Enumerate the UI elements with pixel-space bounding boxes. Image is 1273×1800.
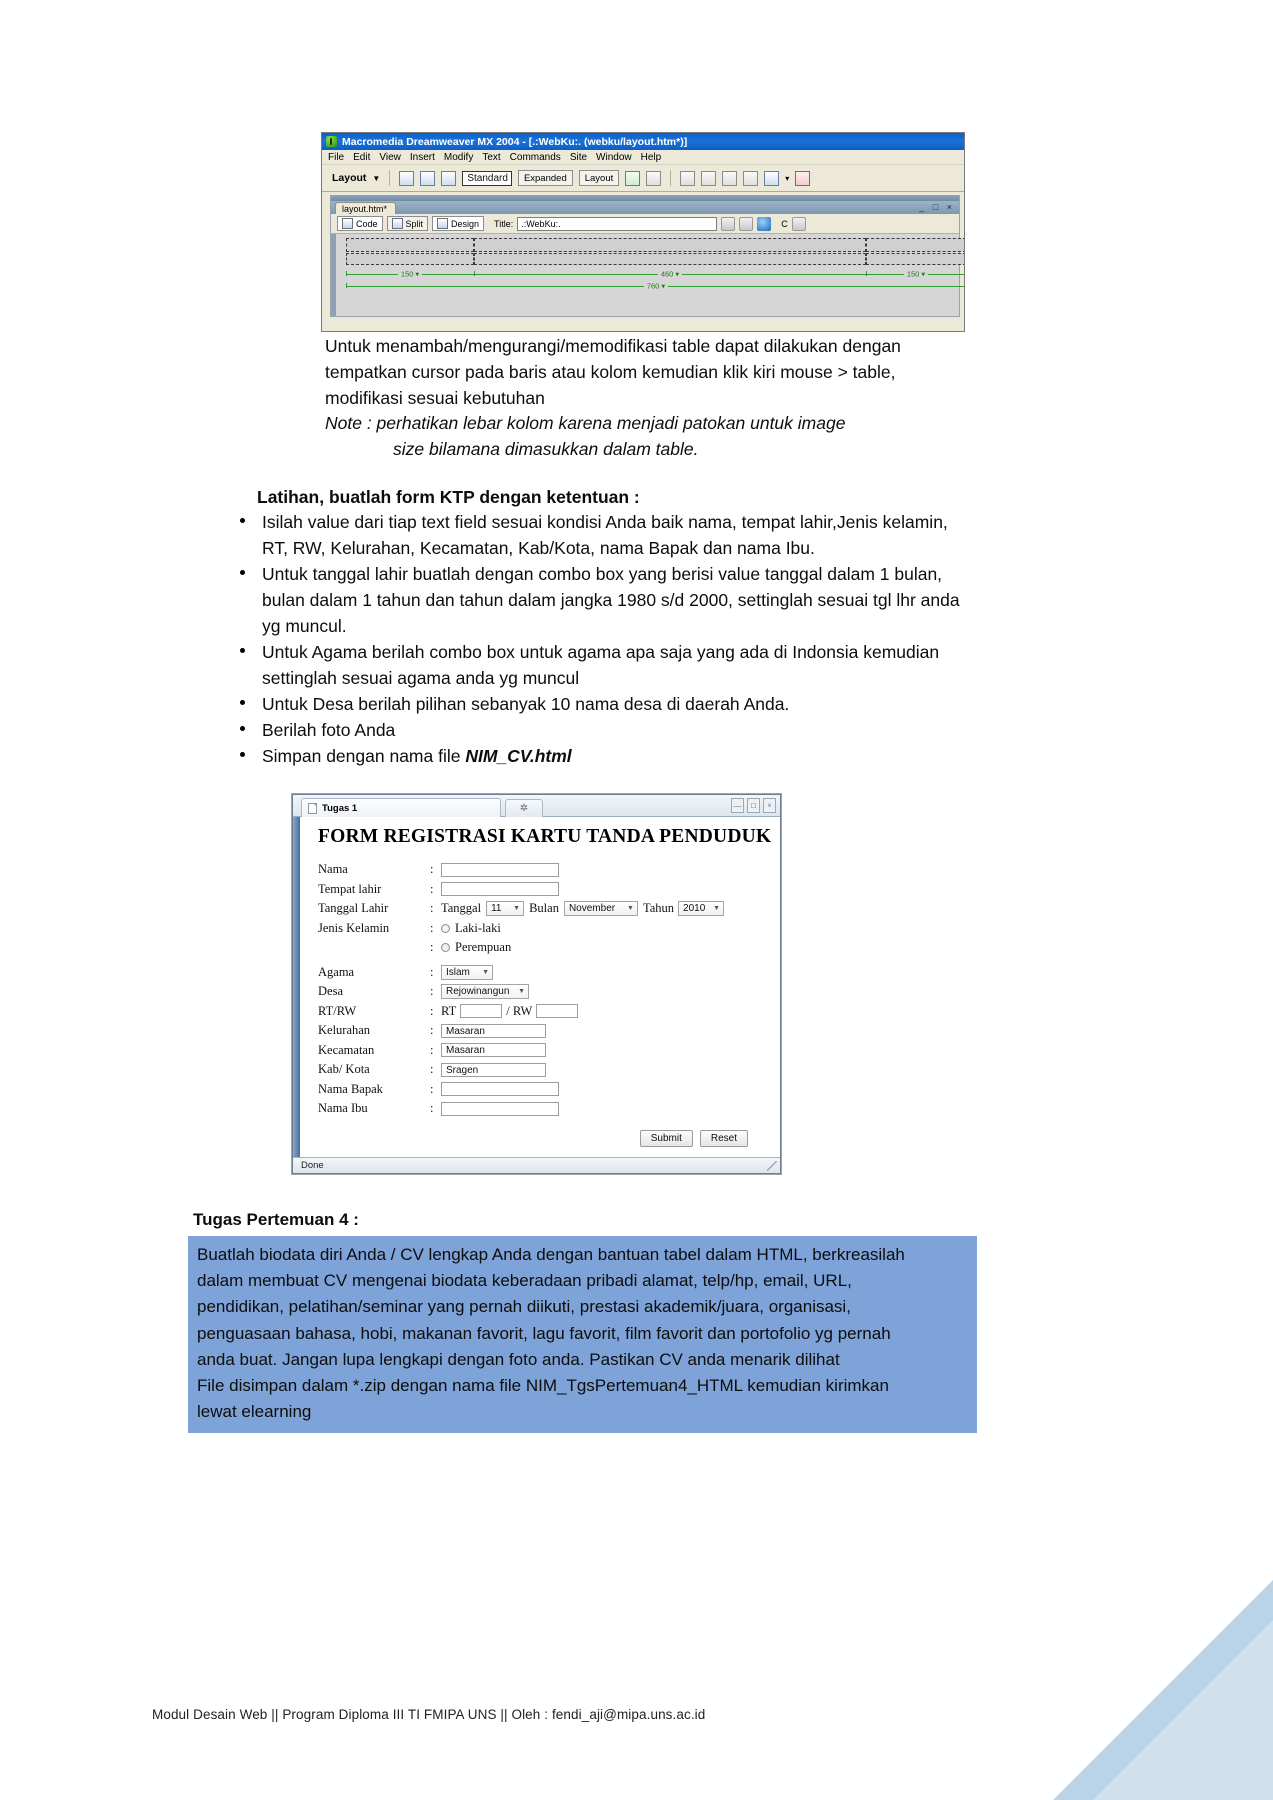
form-row-nama (318, 860, 780, 880)
form-row-kelurahan (318, 1021, 780, 1041)
document-tab-layout-htm[interactable]: layout.htm* (335, 202, 396, 214)
dreamweaver-title-text: Macromedia Dreamweaver MX 2004 - [.:WebKu:. (webku/layout.htm*)] (342, 135, 688, 148)
resize-grip-icon[interactable] (767, 1161, 777, 1171)
bullet-text-1: Isilah value dari tiap text field sesuai kondisi Anda baik nama, tempat lahir,Jenis kelamin, RT, RW, Kelurahan, Kecamatan, Kab/Kota, nama Bapak dan nama Ibu. (262, 512, 948, 558)
input-nama-bapak[interactable] (441, 1082, 559, 1096)
form-row-agama (318, 963, 780, 983)
colon-tanggal-lahir: : (430, 901, 434, 916)
ruler-tick-2 (866, 271, 867, 276)
title-field-label: Title: (494, 218, 514, 229)
mode-standard-button[interactable]: Standard (462, 171, 512, 186)
page-title: FORM REGISTRASI KARTU TANDA PENDUDUK (318, 826, 772, 847)
ruler-label-total[interactable] (644, 282, 668, 291)
input-kelurahan[interactable]: Masaran (441, 1024, 546, 1038)
design-view-canvas[interactable] (331, 234, 959, 316)
layout-cell-3[interactable] (866, 238, 965, 252)
dreamweaver-menubar (322, 150, 964, 165)
colon-kelurahan: : (430, 1023, 434, 1038)
design-icon (437, 218, 448, 229)
split-view-button[interactable] (387, 216, 429, 231)
list-item (232, 717, 977, 743)
document-window-buttons[interactable]: _ □ × (919, 202, 955, 212)
colon-desa: : (430, 984, 434, 999)
layout-cell-4[interactable] (346, 253, 474, 265)
bullet-dot-icon (240, 700, 245, 705)
dreamweaver-titlebar (322, 133, 964, 150)
label-desa: Desa (318, 984, 343, 999)
dreamweaver-logo-icon (326, 136, 337, 147)
chevron-down-icon: ▼ (513, 905, 521, 913)
label-nama: Nama (318, 862, 348, 877)
menu-file[interactable]: File (328, 151, 345, 163)
document-view-toolbar (331, 214, 959, 234)
select-desa[interactable] (441, 984, 529, 999)
tugas-heading: Tugas Pertemuan 4 : (193, 1210, 359, 1229)
ruler-col2-value: 460 (660, 269, 674, 279)
exercise-bullet-list (232, 509, 977, 769)
insert-tabular-data-icon[interactable] (795, 171, 810, 186)
frameset-chevron-icon[interactable]: ▾ (785, 173, 790, 183)
label-kecamatan: Kecamatan (318, 1042, 375, 1057)
ktp-form-screenshot (292, 794, 781, 1174)
label-perempuan: Perempuan (455, 940, 512, 955)
select-agama-value: Islam (446, 966, 470, 978)
tugas-line-6: File disimpan dalam *.zip dengan nama file NIM_TgsPertemuan4_HTML kemudian kirimkan (197, 1376, 889, 1396)
status-text: Done (301, 1160, 324, 1171)
draw-layout-table-icon[interactable] (646, 171, 661, 186)
split-view-label: Split (405, 218, 424, 229)
label-tanggal-lahir: Tanggal Lahir (318, 901, 389, 916)
browser-status-bar (293, 1157, 780, 1173)
select-bulan[interactable] (564, 901, 638, 916)
layout-cell-6[interactable] (866, 253, 965, 265)
menu-commands[interactable]: Commands (509, 151, 561, 163)
chevron-down-icon[interactable]: ▼ (372, 173, 381, 183)
dreamweaver-document-window (330, 195, 960, 317)
tugas-line-1: Buatlah biodata diri Anda / CV lengkap Anda dengan bantuan tabel dalam HTML, berkreasilah (197, 1245, 905, 1264)
ruler-col3-value: 150 (906, 269, 920, 279)
layout-cell-1[interactable] (346, 238, 474, 252)
ruler-label-col2[interactable] (658, 270, 682, 279)
form-row-jenis-kelamin-2 (318, 938, 780, 958)
select-tahun-value: 2010 (683, 903, 706, 915)
label-rt: RT (441, 1003, 457, 1018)
tugas-line-4: penguasaan bahasa, hobi, makanan favorit, lagu favorit, film favorit dan portofolio yg pernah (197, 1323, 891, 1343)
code-view-button[interactable] (337, 216, 383, 231)
form-row-nama-ibu (318, 1099, 780, 1119)
input-rw[interactable] (536, 1004, 578, 1018)
tugas-line-2: dalam membuat CV mengenai biodata keberadaan pribadi alamat, telp/hp, email, URL, (197, 1271, 852, 1291)
draw-layout-cell-icon[interactable] (625, 171, 640, 186)
column-ruler (346, 274, 965, 275)
tugas-line-7: lewat elearning (197, 1402, 312, 1422)
input-nama[interactable] (441, 863, 559, 877)
ruler-total-caret-icon: ▾ (661, 281, 666, 291)
insert-columns-icon[interactable] (701, 171, 716, 186)
input-rt[interactable] (460, 1004, 502, 1018)
decorative-triangle-back (1013, 1540, 1273, 1800)
design-view-label: Design (451, 218, 480, 229)
bullet-dot-icon (240, 518, 245, 523)
bullet-text-4: Untuk Desa berilah pilihan sebanyak 10 nama desa di daerah Anda. (262, 694, 790, 714)
colon-kab-kota: : (430, 1062, 434, 1077)
paragraph-table-instructions (325, 333, 970, 411)
menu-insert[interactable]: Insert (409, 151, 435, 163)
mode-layout-button[interactable]: Layout (579, 170, 620, 186)
close-button[interactable]: × (763, 798, 776, 813)
label-kab-kota: Kab/ Kota (318, 1062, 370, 1077)
form-row-desa (318, 982, 780, 1002)
label-bulan: Bulan (529, 901, 559, 916)
form-row-rt-rw (318, 1002, 780, 1022)
code-view-label: Code (356, 218, 378, 229)
colon-nama-ibu: : (430, 1101, 434, 1116)
select-agama[interactable] (441, 965, 493, 980)
radio-laki-laki[interactable] (441, 924, 450, 933)
select-bulan-value: November (568, 903, 616, 915)
bullet-text-3: Untuk Agama berilah combo box untuk agama apa saja yang ada di Indonsia kemudian settinglah sesuai agama anda yg muncul (262, 642, 940, 688)
ruler-label-col3[interactable] (904, 270, 928, 279)
refresh-design-icon[interactable]: C (781, 218, 788, 229)
view-options-icon[interactable] (792, 217, 806, 231)
note-line-1: Note : perhatikan lebar kolom karena menjadi patokan untuk image (325, 413, 846, 433)
ruler-col2-caret-icon: ▾ (675, 269, 680, 279)
file-management-icon[interactable] (721, 217, 735, 231)
toolbar-divider (389, 170, 390, 186)
list-item (232, 561, 977, 639)
decorative-triangle-front (1033, 1610, 1273, 1800)
bullet-text-2: Untuk tanggal lahir buatlah dengan combo box yang berisi value tanggal dalam 1 bulan, bulan dalam 1 tahun dan tahun dalam jangka 1980 s/d 2000, settinglah sesuai tgl lhr anda yg muncul. (262, 564, 960, 636)
colon-jenis-kelamin: : (430, 920, 434, 935)
window-control-buttons (731, 798, 776, 813)
insert-left-col-icon[interactable] (722, 171, 737, 186)
p1-line1: Untuk menambah/mengurangi/memodifikasi table dapat dilakukan dengan (325, 336, 901, 356)
input-kab-kota[interactable]: Sragen (441, 1063, 546, 1077)
minimize-button[interactable]: — (731, 798, 744, 813)
form-row-tanggal-lahir (318, 899, 780, 919)
ruler-tick-1 (474, 271, 475, 276)
input-tempat-lahir[interactable] (441, 882, 559, 896)
ruler-col1-caret-icon: ▾ (415, 269, 420, 279)
maximize-button[interactable]: □ (747, 798, 760, 813)
browser-tab-label: Tugas 1 (322, 802, 358, 814)
colon-rt-rw: : (430, 1003, 434, 1018)
page-number: 58 (1154, 1586, 1221, 1651)
radio-perempuan[interactable] (441, 943, 450, 952)
ruler-col1-value: 150 (400, 269, 414, 279)
page-footer-text: Modul Desain Web || Program Diploma III TI FMIPA UNS || Oleh : fendi_aji@mipa.uns.ac.id (152, 1707, 706, 1722)
form-button-row (318, 1130, 780, 1147)
menu-view[interactable]: View (379, 151, 401, 163)
insert-frameset-icon[interactable] (764, 171, 779, 186)
bullet-dot-icon (240, 648, 245, 653)
design-view-button[interactable] (432, 216, 484, 231)
tugas-line-5: anda buat. Jangan lupa lengkapi dengan foto anda. Pastikan CV anda menarik dilihat (197, 1349, 840, 1369)
reset-button[interactable]: Reset (700, 1130, 748, 1147)
select-tanggal-value: 11 (491, 903, 502, 915)
colon-tempat-lahir: : (430, 881, 434, 896)
colon-jenis-kelamin-2: : (430, 940, 434, 955)
layout-cell-2[interactable] (474, 238, 866, 252)
chevron-down-icon: ▼ (627, 905, 634, 913)
bullet-dot-icon (240, 570, 245, 575)
list-item (232, 691, 977, 717)
label-kelurahan: Kelurahan (318, 1023, 371, 1038)
toolbar-divider-2 (670, 170, 671, 186)
bullet-dot-icon (240, 726, 245, 731)
browser-left-edge (293, 817, 300, 1157)
ruler-tick-start (346, 271, 347, 276)
label-laki-laki: Laki-laki (455, 920, 501, 935)
label-jenis-kelamin: Jenis Kelamin (318, 920, 390, 935)
label-nama-ibu: Nama Ibu (318, 1101, 368, 1116)
upload-download-icon[interactable] (739, 217, 753, 231)
preview-in-browser-icon[interactable] (757, 217, 771, 231)
browser-chrome (293, 795, 780, 817)
select-tahun[interactable] (678, 901, 724, 916)
dreamweaver-screenshot (321, 132, 965, 332)
document-tab-row (331, 201, 959, 214)
chevron-down-icon: ▼ (713, 905, 721, 913)
label-nama-bapak: Nama Bapak (318, 1081, 383, 1096)
ruler-col3-caret-icon: ▾ (921, 269, 926, 279)
dreamweaver-insert-toolbar (322, 165, 964, 192)
bullet-text-5: Berilah foto Anda (262, 720, 396, 740)
insertbar-category-label[interactable]: Layout (332, 172, 367, 184)
split-icon (392, 218, 403, 229)
tugas-highlight-box (188, 1236, 977, 1433)
insert-right-col-icon[interactable] (743, 171, 758, 186)
label-tanggal: Tanggal (441, 901, 482, 916)
form-row-nama-bapak (318, 1080, 780, 1100)
label-tahun: Tahun (642, 901, 675, 916)
new-tab-button[interactable]: ✲ (505, 799, 543, 817)
select-desa-value: Rejowinangun (446, 986, 510, 998)
insert-table-icon[interactable] (399, 171, 414, 186)
list-item (232, 639, 977, 691)
colon-kecamatan: : (430, 1042, 434, 1057)
form-row-jenis-kelamin (318, 919, 780, 939)
ruler-total-value: 760 (646, 281, 660, 291)
label-tempat-lahir: Tempat lahir (318, 881, 382, 896)
list-item (232, 743, 977, 769)
submit-button[interactable]: Submit (640, 1130, 693, 1147)
menu-window[interactable]: Window (596, 151, 632, 163)
colon-agama: : (430, 964, 434, 979)
chevron-down-icon: ▼ (518, 988, 525, 996)
document-title-input[interactable]: .:WebKu:. (517, 217, 717, 231)
form-row-kecamatan (318, 1041, 780, 1061)
form-content-area (300, 817, 780, 1157)
label-agama: Agama (318, 964, 355, 979)
label-rt-rw: RT/RW (318, 1003, 357, 1018)
code-icon (342, 218, 353, 229)
p1-line2: tempatkan cursor pada baris atau kolom kemudian klik kiri mouse > table, (325, 362, 896, 382)
list-item (232, 509, 977, 561)
mode-expanded-button[interactable]: Expanded (518, 170, 573, 186)
form-row-kab-kota (318, 1060, 780, 1080)
label-rw: / RW (506, 1003, 533, 1018)
note-line-2: size bilamana dimasukkan dalam table. (393, 439, 699, 459)
browser-tab-tugas-1[interactable] (301, 798, 501, 817)
colon-nama-bapak: : (430, 1081, 434, 1096)
insert-rows-icon[interactable] (680, 171, 695, 186)
insert-div-icon[interactable] (420, 171, 435, 186)
layout-cell-5[interactable] (474, 253, 866, 265)
menu-site[interactable]: Site (569, 151, 588, 163)
input-nama-ibu[interactable] (441, 1102, 559, 1116)
select-tanggal[interactable] (486, 901, 524, 916)
p1-line3: modifikasi sesuai kebutuhan (325, 388, 545, 408)
ruler-label-col1[interactable] (398, 270, 422, 279)
form-row-tempat-lahir (318, 880, 780, 900)
total-tick-start (346, 283, 347, 288)
bullet-dot-icon (240, 752, 245, 757)
bullet-text-6-filename: NIM_CV.html (465, 746, 572, 766)
tugas-line-3: pendidikan, pelatihan/seminar yang pernah diikuti, prestasi akademik/juara, organisasi, (197, 1297, 851, 1317)
menu-edit[interactable]: Edit (353, 151, 371, 163)
bullet-text-6-prefix: Simpan dengan nama file (262, 746, 466, 766)
chevron-down-icon: ▼ (482, 968, 489, 976)
input-kecamatan[interactable]: Masaran (441, 1043, 546, 1057)
menu-text[interactable]: Text (482, 151, 501, 163)
exercise-heading: Latihan, buatlah form KTP dengan ketentuan : (257, 487, 640, 507)
menu-help[interactable]: Help (640, 151, 662, 163)
menu-modify[interactable]: Modify (443, 151, 474, 163)
insert-frame-icon[interactable] (441, 171, 456, 186)
colon-nama: : (430, 862, 434, 877)
page-corner-decoration (973, 1420, 1273, 1800)
page-icon (308, 803, 317, 814)
